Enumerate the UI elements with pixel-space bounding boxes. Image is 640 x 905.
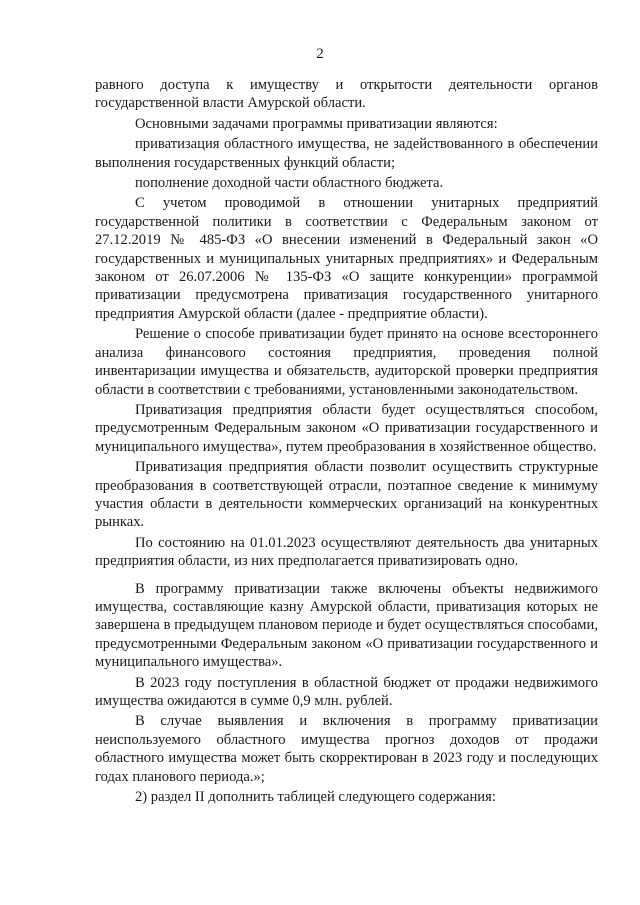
paragraph-real-estate: В программу приватизации также включены объекты недвижимого имущества, составляющие казну Амурской области, приватизация которых не завершена в предыдущем плановом периоде и будет осуществляться способами, предусмотренными Федеральным законом «О приватизации государственного и муниципального имущества».: [95, 580, 598, 671]
paragraph-method: Приватизация предприятия области будет осуществляться способом, предусмотренным Федеральным законом «О приватизации государственного и муниципального имущества», путем преобразования в хозяйственное общество.: [95, 401, 598, 455]
paragraph-task-budget: пополнение доходной части областного бюджета.: [135, 175, 444, 192]
paragraph-decision: Решение о способе приватизации будет принято на основе всестороннего анализа финансового состояния предприятия, проведения полной инвентаризации имущества и обязательств, аудиторской проверки предприятия области в соответствии с требованиями, установленными законодательством.: [95, 326, 598, 398]
paragraph-section-two: 2) раздел II дополнить таблицей следующего содержания:: [135, 789, 496, 806]
paragraph-effects: Приватизация предприятия области позволит осуществить структурные преобразования в соответствующей отрасли, поэтапное сведение к минимуму участия области в деятельности коммерческих организаций на конкурентных рынках.: [95, 459, 598, 531]
paragraph-task-privatization: приватизация областного имущества, не задействованного в обеспечении выполнения государственных функций области;: [95, 136, 598, 171]
paragraph-continuation: равного доступа к имуществу и открытости деятельности органов государственной власти Амурской области.: [95, 77, 598, 112]
paragraph-tasks-intro: Основными задачами программы приватизации являются:: [135, 115, 498, 132]
document-body: [95, 76, 598, 808]
paragraph-policy: С учетом проводимой в отношении унитарных предприятий государственной политики в соответствии с Федеральным законом от 27.12.2019 № 485-ФЗ «О внесении изменений в Федеральный закон «О государственных и муниципальных унитарных предприятиях» и Федеральным законом от 26.07.2006 № 135-ФЗ «О защите конкуренции» программой приватизации предусмотрена приватизация государственного унитарного предприятия Амурской области (далее - предприятие области).: [95, 195, 598, 322]
paragraph-revenue: В 2023 году поступления в областной бюджет от продажи недвижимого имущества ожидаются в сумме 0,9 млн. рублей.: [95, 674, 598, 709]
paragraph-status: По состоянию на 01.01.2023 осуществляют деятельность два унитарных предприятия области, из них предполагается приватизировать одно.: [95, 534, 598, 570]
paragraph-adjustment: В случае выявления и включения в программу приватизации неиспользуемого областного имущества прогноз доходов от продажи областного имущества может быть скорректирован в 2023 году и последующих годах планового периода.»;: [95, 713, 598, 785]
page-number: 2: [316, 46, 324, 62]
